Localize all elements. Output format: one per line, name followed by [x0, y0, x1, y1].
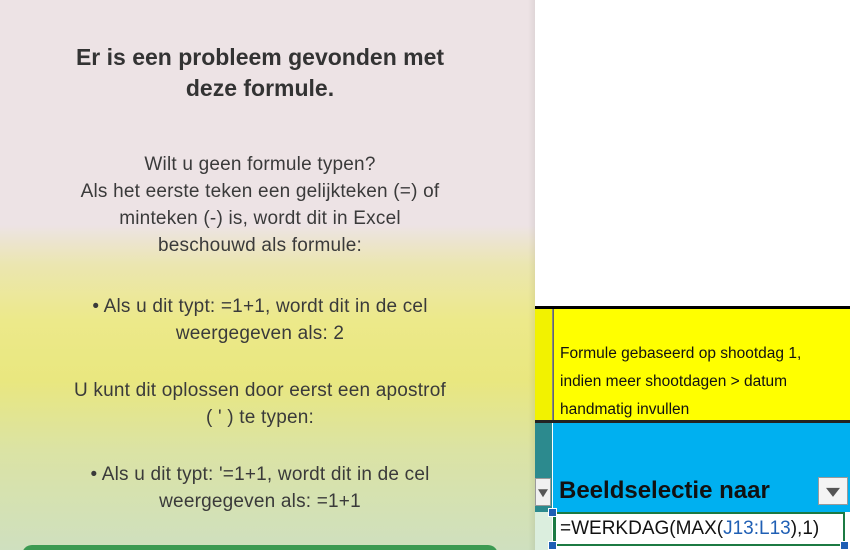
- dialog-title: [0, 42, 520, 104]
- explanation-line: Als het eerste teken een gelijkteken (=) of: [80, 181, 440, 202]
- cell-yellow-left[interactable]: [535, 309, 553, 420]
- formula-text: [560, 518, 819, 540]
- explanation-paragraph: [0, 151, 520, 259]
- chevron-down-icon: [538, 489, 548, 497]
- formula-suffix: ),1): [790, 518, 820, 539]
- example-line: weergegeven als: 2: [175, 323, 345, 344]
- fix-line: U kunt dit oplossen door eerst een apostrof: [74, 380, 446, 401]
- formula-prefix: =WERKDAG(MAX(: [560, 518, 724, 539]
- filter-dropdown-button[interactable]: [535, 478, 551, 506]
- note-line: Formule gebaseerd op shootdag 1,: [560, 345, 802, 362]
- dialog-edge-shadow: [528, 0, 535, 550]
- example-apostrophe-paragraph: [0, 461, 520, 515]
- explanation-line: Wilt u geen formule typen?: [144, 154, 376, 175]
- spreadsheet-area[interactable]: [535, 0, 850, 550]
- example-line: weergegeven als: =1+1: [159, 491, 361, 512]
- header-cell-text: Beeldselectie naar: [559, 477, 770, 504]
- example-line: • Als u dit typt: =1+1, wordt dit in de cel: [92, 296, 428, 317]
- filter-dropdown-button[interactable]: [818, 477, 848, 505]
- fix-instruction-paragraph: [0, 377, 520, 431]
- note-line: handmatig invullen: [560, 401, 690, 418]
- active-formula-cell[interactable]: [553, 512, 845, 546]
- selection-handle-icon[interactable]: [548, 508, 557, 517]
- yellow-note-text: [560, 340, 850, 424]
- explanation-line: minteken (-) is, wordt dit in Excel: [119, 208, 401, 229]
- cell-yellow-note[interactable]: [553, 309, 850, 420]
- cell-header-beeldselectie[interactable]: [553, 423, 850, 513]
- formula-range-reference: J13:L13: [723, 518, 791, 539]
- dialog-title-line: Er is een probleem gevonden met: [75, 44, 445, 70]
- explanation-line: beschouwd als formule:: [157, 235, 362, 256]
- ok-button[interactable]: [22, 545, 498, 550]
- chevron-down-icon: [826, 488, 840, 497]
- dialog-title-line: deze formule.: [185, 75, 335, 101]
- example-line: • Als u dit typt: '=1+1, wordt dit in de cel: [90, 464, 430, 485]
- note-line: indien meer shootdagen > datum: [560, 373, 788, 390]
- fix-line: ( ' ) te typen:: [205, 407, 314, 428]
- example-formula-paragraph: [0, 293, 520, 347]
- selection-handle-icon[interactable]: [840, 541, 849, 550]
- selection-handle-icon[interactable]: [548, 541, 557, 550]
